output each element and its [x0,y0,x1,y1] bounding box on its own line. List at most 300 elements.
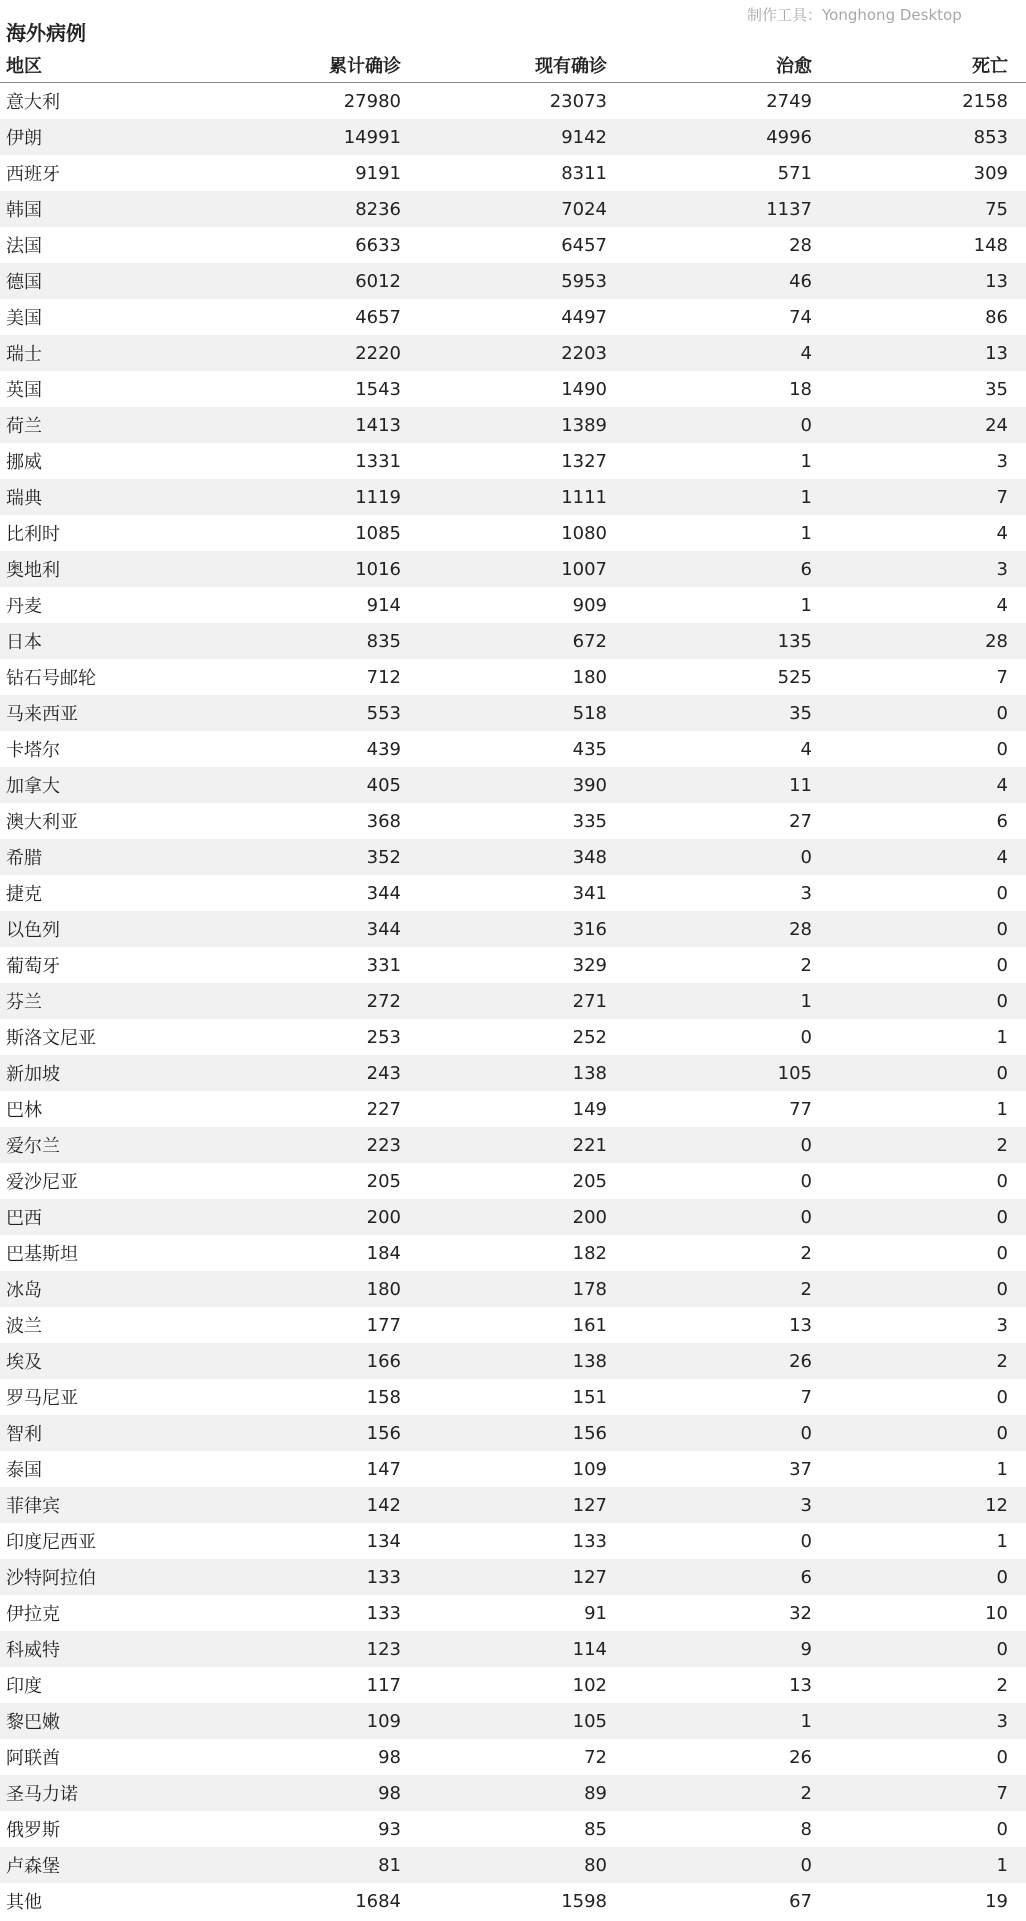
header-current-confirmed: 现有确诊 [535,55,607,77]
cell-current-confirmed: 138 [572,1062,607,1084]
cell-recovered: 26 [789,1350,812,1372]
cell-deaths: 3 [996,1314,1008,1336]
cell-deaths: 3 [996,450,1008,472]
cell-deaths: 0 [996,1242,1008,1264]
table-row [0,479,1026,515]
cell-recovered: 1137 [766,198,812,220]
watermark: 制作工具：Yonghong Desktop [747,6,962,24]
cell-recovered: 0 [800,1422,812,1444]
cell-deaths: 6 [996,810,1008,832]
cell-recovered: 135 [777,630,812,652]
table-row [0,1775,1026,1811]
cell-deaths: 148 [973,234,1008,256]
cell-recovered: 525 [777,666,812,688]
cell-current-confirmed: 4497 [561,306,607,328]
cell-current-confirmed: 271 [572,990,607,1012]
cell-cumulative-confirmed: 1413 [355,414,401,436]
cell-current-confirmed: 335 [572,810,607,832]
cell-deaths: 19 [985,1890,1008,1912]
cell-region: 瑞士 [6,344,42,365]
cell-current-confirmed: 91 [584,1602,607,1624]
cell-recovered: 67 [789,1890,812,1912]
cell-cumulative-confirmed: 914 [366,594,401,616]
cell-region: 其他 [6,1892,42,1913]
cell-deaths: 24 [985,414,1008,436]
cell-recovered: 4 [800,342,812,364]
cell-cumulative-confirmed: 1016 [355,558,401,580]
cell-cumulative-confirmed: 2220 [355,342,401,364]
cell-region: 菲律宾 [6,1496,60,1517]
table-row [0,1055,1026,1091]
table-row [0,1343,1026,1379]
cell-recovered: 6 [800,558,812,580]
table-row [0,371,1026,407]
cell-recovered: 35 [789,702,812,724]
cell-region: 科威特 [6,1640,60,1661]
cell-cumulative-confirmed: 439 [366,738,401,760]
cell-current-confirmed: 1490 [561,378,607,400]
cell-region: 印度尼西亚 [6,1532,96,1553]
table-row [0,911,1026,947]
cell-recovered: 26 [789,1746,812,1768]
cell-recovered: 1 [800,1710,812,1732]
cell-cumulative-confirmed: 93 [378,1818,401,1840]
cell-current-confirmed: 329 [572,954,607,976]
cell-deaths: 0 [996,1386,1008,1408]
cell-deaths: 0 [996,1206,1008,1228]
table-row [0,1523,1026,1559]
cell-deaths: 0 [996,954,1008,976]
cell-current-confirmed: 182 [572,1242,607,1264]
cell-region: 爱沙尼亚 [6,1172,78,1193]
cell-region: 俄罗斯 [6,1820,60,1841]
cell-region: 冰岛 [6,1280,42,1301]
cell-recovered: 1 [800,990,812,1012]
table-row [0,83,1026,119]
table-row [0,1667,1026,1703]
cell-region: 巴西 [6,1208,42,1229]
cell-cumulative-confirmed: 142 [366,1494,401,1516]
cell-region: 葡萄牙 [6,956,60,977]
cell-deaths: 13 [985,270,1008,292]
cell-current-confirmed: 205 [572,1170,607,1192]
cell-deaths: 4 [996,846,1008,868]
cell-cumulative-confirmed: 109 [366,1710,401,1732]
table-row [0,839,1026,875]
cell-region: 爱尔兰 [6,1136,60,1157]
cell-cumulative-confirmed: 184 [366,1242,401,1264]
cell-current-confirmed: 89 [584,1782,607,1804]
cell-recovered: 74 [789,306,812,328]
cell-recovered: 2 [800,1782,812,1804]
cell-cumulative-confirmed: 158 [366,1386,401,1408]
table-row [0,767,1026,803]
cell-recovered: 0 [800,1206,812,1228]
table-row [0,1631,1026,1667]
cell-cumulative-confirmed: 14991 [343,126,401,148]
cell-cumulative-confirmed: 147 [366,1458,401,1480]
cell-deaths: 10 [985,1602,1008,1624]
cell-recovered: 13 [789,1314,812,1336]
cell-current-confirmed: 518 [572,702,607,724]
cell-deaths: 75 [985,198,1008,220]
cell-deaths: 853 [973,126,1008,148]
cell-cumulative-confirmed: 4657 [355,306,401,328]
cell-deaths: 1 [996,1026,1008,1048]
cell-current-confirmed: 156 [572,1422,607,1444]
cell-recovered: 0 [800,1530,812,1552]
cell-recovered: 7 [800,1386,812,1408]
cell-region: 斯洛文尼亚 [6,1028,96,1049]
cell-cumulative-confirmed: 1085 [355,522,401,544]
cell-recovered: 11 [789,774,812,796]
cell-deaths: 3 [996,558,1008,580]
cell-current-confirmed: 138 [572,1350,607,1372]
cell-region: 钻石号邮轮 [6,668,96,689]
cell-recovered: 4996 [766,126,812,148]
cell-deaths: 0 [996,1638,1008,1660]
cell-region: 泰国 [6,1460,42,1481]
cell-recovered: 1 [800,486,812,508]
cell-cumulative-confirmed: 553 [366,702,401,724]
table-row [0,1379,1026,1415]
cell-recovered: 3 [800,1494,812,1516]
cell-cumulative-confirmed: 331 [366,954,401,976]
cell-current-confirmed: 133 [572,1530,607,1552]
cell-current-confirmed: 149 [572,1098,607,1120]
cell-deaths: 0 [996,1566,1008,1588]
cell-deaths: 4 [996,522,1008,544]
cell-current-confirmed: 1007 [561,558,607,580]
cell-deaths: 2158 [962,90,1008,112]
cell-current-confirmed: 348 [572,846,607,868]
cell-deaths: 1 [996,1098,1008,1120]
cell-current-confirmed: 672 [572,630,607,652]
table-title: 海外病例 [6,21,86,45]
cell-recovered: 4 [800,738,812,760]
cell-current-confirmed: 8311 [561,162,607,184]
table-row [0,1559,1026,1595]
cell-region: 韩国 [6,200,42,221]
cell-recovered: 0 [800,1134,812,1156]
cell-cumulative-confirmed: 98 [378,1782,401,1804]
header-cumulative-confirmed: 累计确诊 [329,55,401,77]
cell-region: 圣马力诺 [6,1784,78,1805]
cell-current-confirmed: 23073 [549,90,607,112]
cell-cumulative-confirmed: 6012 [355,270,401,292]
table-row [0,983,1026,1019]
table-row [0,155,1026,191]
cell-deaths: 309 [973,162,1008,184]
table-row [0,803,1026,839]
table-row [0,947,1026,983]
cell-cumulative-confirmed: 223 [366,1134,401,1156]
cell-region: 瑞典 [6,488,42,509]
cell-cumulative-confirmed: 1331 [355,450,401,472]
cell-recovered: 0 [800,846,812,868]
cases-table [0,47,1026,1919]
cell-region: 伊拉克 [6,1604,60,1625]
cell-cumulative-confirmed: 405 [366,774,401,796]
cell-deaths: 86 [985,306,1008,328]
cell-region: 波兰 [6,1316,42,1337]
table-row [0,695,1026,731]
cell-cumulative-confirmed: 81 [378,1854,401,1876]
table-row [0,1487,1026,1523]
cell-region: 西班牙 [6,164,60,185]
cell-cumulative-confirmed: 200 [366,1206,401,1228]
cell-region: 挪威 [6,452,42,473]
cell-region: 德国 [6,272,42,293]
cell-current-confirmed: 435 [572,738,607,760]
cell-current-confirmed: 909 [572,594,607,616]
cell-current-confirmed: 1598 [561,1890,607,1912]
table-row [0,623,1026,659]
cell-cumulative-confirmed: 243 [366,1062,401,1084]
table-row [0,515,1026,551]
cell-current-confirmed: 127 [572,1494,607,1516]
cell-region: 阿联酋 [6,1748,60,1769]
cell-region: 日本 [6,632,42,653]
cell-current-confirmed: 102 [572,1674,607,1696]
cell-region: 马来西亚 [6,704,78,725]
table-row [0,1415,1026,1451]
cell-deaths: 7 [996,1782,1008,1804]
cell-recovered: 1 [800,594,812,616]
table-row [0,263,1026,299]
cell-current-confirmed: 109 [572,1458,607,1480]
cell-current-confirmed: 178 [572,1278,607,1300]
cell-cumulative-confirmed: 352 [366,846,401,868]
cell-region: 印度 [6,1676,42,1697]
cell-recovered: 0 [800,414,812,436]
cell-region: 卡塔尔 [6,740,60,761]
cell-region: 埃及 [6,1352,42,1373]
table-row [0,443,1026,479]
cell-recovered: 27 [789,810,812,832]
cell-deaths: 0 [996,702,1008,724]
cell-recovered: 6 [800,1566,812,1588]
cell-region: 新加坡 [6,1064,60,1085]
cell-recovered: 28 [789,234,812,256]
cell-deaths: 0 [996,1818,1008,1840]
cell-region: 奥地利 [6,560,60,581]
cell-deaths: 7 [996,666,1008,688]
cell-deaths: 2 [996,1134,1008,1156]
cell-cumulative-confirmed: 1543 [355,378,401,400]
cell-cumulative-confirmed: 133 [366,1566,401,1588]
table-row [0,1451,1026,1487]
cell-recovered: 46 [789,270,812,292]
cell-recovered: 32 [789,1602,812,1624]
cell-current-confirmed: 2203 [561,342,607,364]
cell-current-confirmed: 341 [572,882,607,904]
cell-region: 卢森堡 [6,1856,60,1877]
cell-recovered: 2 [800,1278,812,1300]
cell-deaths: 1 [996,1458,1008,1480]
table-row [0,1307,1026,1343]
cell-cumulative-confirmed: 8236 [355,198,401,220]
table-row [0,1811,1026,1847]
cell-deaths: 0 [996,918,1008,940]
cell-region: 加拿大 [6,776,60,797]
cell-current-confirmed: 1389 [561,414,607,436]
table-row [0,1127,1026,1163]
cell-current-confirmed: 6457 [561,234,607,256]
cell-deaths: 2 [996,1350,1008,1372]
cell-current-confirmed: 85 [584,1818,607,1840]
table-row [0,1199,1026,1235]
cell-cumulative-confirmed: 1119 [355,486,401,508]
header-deaths: 死亡 [972,55,1008,77]
cell-deaths: 13 [985,342,1008,364]
cell-recovered: 8 [800,1818,812,1840]
cell-deaths: 0 [996,1278,1008,1300]
header-region: 地区 [6,55,42,77]
cell-deaths: 0 [996,990,1008,1012]
table-row [0,1703,1026,1739]
cell-region: 罗马尼亚 [6,1388,78,1409]
cell-recovered: 0 [800,1026,812,1048]
cell-current-confirmed: 105 [572,1710,607,1732]
cell-current-confirmed: 9142 [561,126,607,148]
cell-current-confirmed: 221 [572,1134,607,1156]
cell-region: 法国 [6,236,42,257]
cell-cumulative-confirmed: 344 [366,882,401,904]
cell-cumulative-confirmed: 166 [366,1350,401,1372]
table-row [0,659,1026,695]
cell-cumulative-confirmed: 98 [378,1746,401,1768]
cell-region: 希腊 [6,848,42,869]
cell-current-confirmed: 80 [584,1854,607,1876]
cell-current-confirmed: 1111 [561,486,607,508]
header-recovered: 治愈 [776,55,812,77]
cell-current-confirmed: 180 [572,666,607,688]
cell-recovered: 105 [777,1062,812,1084]
cell-deaths: 4 [996,774,1008,796]
cell-deaths: 3 [996,1710,1008,1732]
cell-region: 巴林 [6,1100,42,1121]
cell-region: 意大利 [6,92,60,113]
cell-cumulative-confirmed: 134 [366,1530,401,1552]
cell-cumulative-confirmed: 27980 [343,90,401,112]
table-row [0,1847,1026,1883]
cell-region: 智利 [6,1424,42,1445]
cell-recovered: 1 [800,522,812,544]
cell-deaths: 0 [996,738,1008,760]
table-row [0,1739,1026,1775]
cell-current-confirmed: 1080 [561,522,607,544]
cell-current-confirmed: 127 [572,1566,607,1588]
table-row [0,587,1026,623]
cell-recovered: 37 [789,1458,812,1480]
cell-cumulative-confirmed: 368 [366,810,401,832]
cell-region: 芬兰 [6,992,42,1013]
cell-current-confirmed: 5953 [561,270,607,292]
table-row [0,299,1026,335]
table-header [0,47,1026,83]
cell-region: 巴基斯坦 [6,1244,78,1265]
table-row [0,1235,1026,1271]
cell-region: 丹麦 [6,596,42,617]
cell-recovered: 571 [777,162,812,184]
table-row [0,335,1026,371]
cell-region: 比利时 [6,524,60,545]
cell-cumulative-confirmed: 9191 [355,162,401,184]
table-row [0,191,1026,227]
table-row [0,1019,1026,1055]
table-row [0,1091,1026,1127]
cell-deaths: 35 [985,378,1008,400]
cell-recovered: 0 [800,1170,812,1192]
cell-current-confirmed: 114 [572,1638,607,1660]
cell-cumulative-confirmed: 177 [366,1314,401,1336]
cell-recovered: 18 [789,378,812,400]
cell-deaths: 12 [985,1494,1008,1516]
cell-deaths: 0 [996,1422,1008,1444]
cell-cumulative-confirmed: 117 [366,1674,401,1696]
cell-recovered: 13 [789,1674,812,1696]
cell-deaths: 1 [996,1530,1008,1552]
cell-current-confirmed: 390 [572,774,607,796]
cell-deaths: 1 [996,1854,1008,1876]
table-row [0,731,1026,767]
cell-region: 荷兰 [6,416,42,437]
cell-cumulative-confirmed: 272 [366,990,401,1012]
cell-cumulative-confirmed: 156 [366,1422,401,1444]
cell-region: 以色列 [6,920,60,941]
cell-current-confirmed: 1327 [561,450,607,472]
cell-current-confirmed: 252 [572,1026,607,1048]
cell-current-confirmed: 161 [572,1314,607,1336]
cell-region: 伊朗 [6,128,42,149]
table-row [0,1271,1026,1307]
cell-cumulative-confirmed: 205 [366,1170,401,1192]
cell-current-confirmed: 316 [572,918,607,940]
cell-recovered: 2 [800,1242,812,1264]
cell-recovered: 28 [789,918,812,940]
table-row [0,407,1026,443]
cell-cumulative-confirmed: 835 [366,630,401,652]
cell-deaths: 2 [996,1674,1008,1696]
cell-region: 澳大利亚 [6,812,78,833]
cell-recovered: 2749 [766,90,812,112]
cell-deaths: 4 [996,594,1008,616]
cell-cumulative-confirmed: 6633 [355,234,401,256]
table-body [0,83,1026,1919]
cell-cumulative-confirmed: 712 [366,666,401,688]
cell-recovered: 1 [800,450,812,472]
table-row [0,119,1026,155]
cell-cumulative-confirmed: 133 [366,1602,401,1624]
table-row [0,1595,1026,1631]
cell-recovered: 2 [800,954,812,976]
cell-deaths: 0 [996,1170,1008,1192]
cell-region: 美国 [6,308,42,329]
cell-cumulative-confirmed: 123 [366,1638,401,1660]
cell-deaths: 0 [996,1746,1008,1768]
cell-recovered: 0 [800,1854,812,1876]
cell-deaths: 0 [996,1062,1008,1084]
cell-current-confirmed: 200 [572,1206,607,1228]
cell-recovered: 3 [800,882,812,904]
table-row [0,227,1026,263]
table-row [0,1163,1026,1199]
cell-region: 沙特阿拉伯 [6,1568,96,1589]
cell-deaths: 28 [985,630,1008,652]
cell-cumulative-confirmed: 253 [366,1026,401,1048]
cell-region: 捷克 [6,884,42,905]
